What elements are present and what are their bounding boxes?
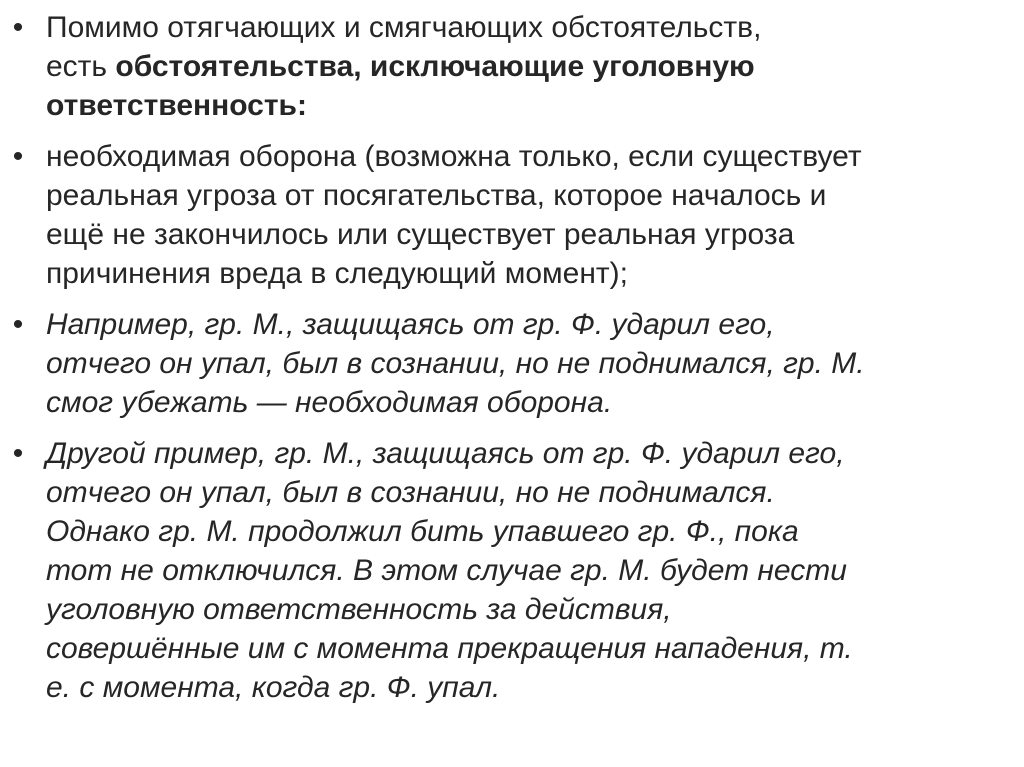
bullet-bold-term: обстоятельства, исключающие уголовную xyxy=(115,50,755,83)
bullet-item-exclusion-circumstances xyxy=(0,8,1024,125)
bullet-text-line xyxy=(46,47,1010,86)
bullet-dot: • xyxy=(12,308,24,341)
bullet-text-line: Например, гр. М., защищаясь от гр. Ф. ударил его, xyxy=(46,308,775,341)
bullet-dot: • xyxy=(12,437,24,470)
bullet-text-line: е. с момента, когда гр. Ф. упал. xyxy=(46,671,501,704)
bullet-dot: • xyxy=(12,140,24,173)
bullet-text-fragment: есть xyxy=(46,50,116,83)
bullet-item-example-2 xyxy=(0,434,1024,707)
bullet-text-line: ещё не закончилось или существует реальная угроза xyxy=(46,218,795,251)
bullet-list xyxy=(0,8,1024,719)
bullet-dot: • xyxy=(12,11,24,44)
bullet-text-line: совершённые им с момента прекращения нападения, т. xyxy=(46,632,853,665)
bullet-text-line: Другой пример, гр. М., защищаясь от гр. Ф. ударил его, xyxy=(46,437,845,470)
bullet-item-necessary-defense xyxy=(0,137,1024,293)
bullet-text-line: отчего он упал, был в сознании, но не поднимался. xyxy=(46,476,775,509)
bullet-bold-term: ответственность: xyxy=(46,89,307,122)
bullet-item-example-1 xyxy=(0,305,1024,422)
bullet-text-line: Помимо отягчающих и смягчающих обстоятельств, xyxy=(46,11,762,44)
bullet-text-line: уголовную ответственность за действия, xyxy=(46,593,672,626)
bullet-text-line: необходимая оборона (возможна только, если существует xyxy=(46,140,862,173)
bullet-text-line: смог убежать — необходимая оборона. xyxy=(46,386,613,419)
bullet-text-line: причинения вреда в следующий момент); xyxy=(46,257,628,290)
bullet-text-line: тот не отключился. В этом случае гр. М. будет нести xyxy=(46,554,847,587)
bullet-text-line: реальная угроза от посягательства, которое началось и xyxy=(46,179,827,212)
bullet-text-line: отчего он упал, был в сознании, но не поднимался, гр. М. xyxy=(46,347,865,380)
bullet-text-line: Однако гр. М. продолжил бить упавшего гр. Ф., пока xyxy=(46,515,799,548)
